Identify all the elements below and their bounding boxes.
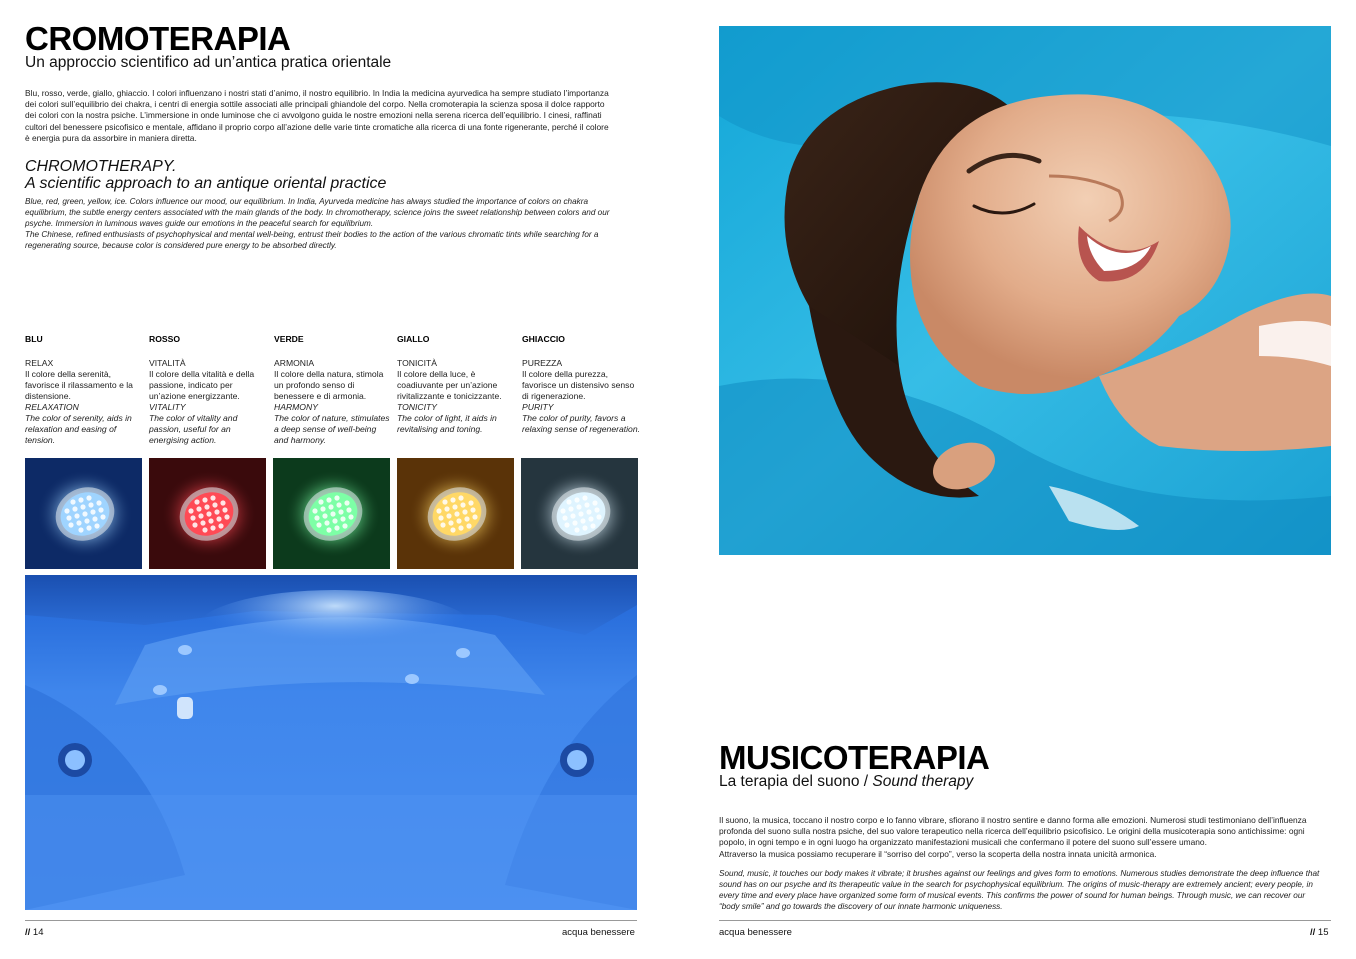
led-dot <box>596 514 601 519</box>
led-dot <box>204 504 209 509</box>
led-dot <box>580 518 585 523</box>
light-image-verde <box>273 458 390 569</box>
color-name: GHIACCIO <box>522 334 565 344</box>
led-dot <box>594 507 599 512</box>
led-dot <box>190 515 195 520</box>
led-dot <box>66 515 71 520</box>
color-word: RELAX <box>25 358 54 368</box>
color-word: VITALITÀ <box>149 358 186 368</box>
led-dot <box>460 502 465 507</box>
led-dot <box>564 522 569 527</box>
led-dot <box>90 509 95 514</box>
color-word-en: RELAXATION <box>25 402 79 412</box>
led-dot <box>582 525 587 530</box>
led-dot <box>574 527 579 532</box>
led-dot <box>562 515 567 520</box>
led-dot <box>64 508 69 513</box>
led-dot <box>216 516 221 521</box>
page-marker: // <box>25 927 31 938</box>
led-dot <box>222 507 227 512</box>
color-word: TONICITÀ <box>397 358 437 368</box>
led-dot <box>196 506 201 511</box>
light-fixture-graphic <box>397 458 514 569</box>
color-word-en: PURITY <box>522 402 554 412</box>
led-dot <box>436 508 441 513</box>
led-dot <box>86 495 91 500</box>
led-dot <box>334 495 339 500</box>
led-dot <box>322 513 327 518</box>
light-image-rosso <box>149 458 266 569</box>
color-description: Il colore della natura, stimola un profondo senso di benessere e di armonia. <box>274 369 384 401</box>
light-fixture-graphic <box>273 458 390 569</box>
led-dot <box>202 527 207 532</box>
color-name: ROSSO <box>149 334 181 344</box>
led-dot <box>592 500 597 505</box>
light-image-ghiaccio <box>521 458 638 569</box>
led-dot <box>452 504 457 509</box>
color-column-giallo <box>397 334 515 435</box>
english-heading-line2: A scientific approach to an antique oriental practice <box>25 175 387 192</box>
led-dot <box>450 497 455 502</box>
led-dot <box>202 497 207 502</box>
color-word-en: VITALITY <box>149 402 186 412</box>
led-dot <box>442 499 447 504</box>
footer-brand-left: acqua benessere <box>562 927 635 938</box>
led-dot <box>94 523 99 528</box>
music-paragraph-en: Sound, music, it touches our body makes it vibrate; it brushes against our feelings and gives form to emotions. Numerous studies demonstrate the deep influence that sound has on our psyche and its therapeutic value in the search for psychophysical equilibrium. The origins of music-therapy are extremely ancient; every people, in every time and every place have organized some form of musical events. This confirms the power of sound for human beings. Through music, we can recover our “body smile” and go towards the discovery of our innate harmonic uniqueness. <box>719 869 1320 911</box>
footer-brand-right: acqua benessere <box>719 927 792 938</box>
led-dot <box>458 495 463 500</box>
intro-paragraph-it: Blu, rosso, verde, giallo, ghiaccio. I colori influenzano i nostri stati d’animo, il nostro equilibrio. In India la medicina ayurvedica ha sempre studiato l’importanza dei colori sull’equilibrio dei chakra, i centri di energia sottile associati alle principali ghiandole del corpo. Nella cromoterapia la scienza sposa il dolce rapporto dei colori con la nostra psiche. L’immersione in onde luminose che ci avvolgono guida le nostre emozioni nella serena ricerca dell’equilibrio. I cinesi, raffinati cultori del benessere psicofisico e mentale, affidano il proprio corpo all’azione delle varie tinte cromatiche alla ricerca di una fonte rigenerante, perché il colore è energia pura da assorbire in maniera diretta. <box>25 88 609 143</box>
led-dot <box>334 525 339 530</box>
led-dot <box>192 522 197 527</box>
led-dot <box>214 509 219 514</box>
led-dot <box>326 497 331 502</box>
led-dot <box>84 518 89 523</box>
led-dot <box>448 520 453 525</box>
page-subtitle: Un approccio scientifico ad un’antica pratica orientale <box>25 54 392 71</box>
color-column-rosso <box>149 334 267 446</box>
led-dot <box>586 509 591 514</box>
led-dot <box>86 525 91 530</box>
led-dot <box>468 500 473 505</box>
color-name: VERDE <box>274 334 304 344</box>
led-dot <box>312 508 317 513</box>
led-dot <box>344 500 349 505</box>
led-dot <box>332 518 337 523</box>
led-dot <box>88 502 93 507</box>
music-subtitle-en: Sound therapy <box>872 773 974 790</box>
music-para-it-2: Attraverso la musica possiamo recuperare il “sorriso del corpo”, verso la scoperta della nostra innata unicità armonica. <box>719 848 1157 859</box>
led-dot <box>68 522 73 527</box>
light-fixture-graphic <box>25 458 142 569</box>
led-dot <box>444 506 449 511</box>
led-dot <box>576 504 581 509</box>
led-dot <box>80 504 85 509</box>
color-description-en: The color of vitality and passion, useful for an energising action. <box>149 413 238 445</box>
page-number: 14 <box>32 927 44 938</box>
led-dot <box>472 514 477 519</box>
intro-en-part1: Blue, red, green, yellow, ice. Colors influence our mood, our equilibrium. In India, Ayurveda medicine has always studied the importance of colors on chakra equilibrium, the subtle energy centers associated with the main glands of the body. In chromotherapy, science joins the sweet relationship between colors and our psyche. Immersion in luminous waves guide our emotions in the peaceful search for equilibrium. <box>25 197 610 228</box>
page-number: 15 <box>1317 927 1329 938</box>
color-word-en: TONICITY <box>397 402 437 412</box>
led-dot <box>194 499 199 504</box>
color-name: GIALLO <box>397 334 430 344</box>
page-number-left <box>25 927 44 938</box>
led-dot <box>314 515 319 520</box>
color-column-ghiaccio <box>522 334 640 435</box>
led-dot <box>340 516 345 521</box>
color-column-blu <box>25 334 143 446</box>
led-dot <box>76 520 81 525</box>
led-dot <box>588 516 593 521</box>
color-description-en: The color of purity, favors a relaxing sense of regeneration. <box>522 413 641 434</box>
tub-photo <box>25 575 637 910</box>
led-dot <box>318 499 323 504</box>
led-dot <box>454 511 459 516</box>
led-dot <box>464 516 469 521</box>
woman-in-water-photo <box>719 26 1331 555</box>
led-dot <box>336 502 341 507</box>
footer-rule-left <box>25 920 637 921</box>
led-dot <box>212 502 217 507</box>
page-marker: // <box>1310 927 1316 938</box>
led-dot <box>224 514 229 519</box>
led-dot <box>72 506 77 511</box>
music-paragraph-it <box>719 815 1324 860</box>
music-para-it-1: Il suono, la musica, toccano il nostro corpo e lo fanno vibrare, sfiorano il nostro sentire e danno forma alle emozioni. Numerosi studi testimoniano dell’influenza profonda del suono sulla nostra psiche, del suo valore terapeutico nella ricerca dell’equilibrio psicofisico. Le origini della musicoterapia sono antichissime: ogni popolo, in ogni tempo e in ogni luogo ha organizzato manifestazioni musicali che confermano il potere del suono sull’essere umano. <box>719 815 1307 848</box>
led-dot <box>74 513 79 518</box>
color-description: Il colore della vitalità e della passione, indicato per un’azione energizzante. <box>149 369 255 401</box>
page-title: CROMOTERAPIA <box>25 20 291 57</box>
english-heading <box>25 158 625 192</box>
led-dot <box>456 518 461 523</box>
led-dot <box>320 506 325 511</box>
color-word: PUREZZA <box>522 358 563 368</box>
led-dot <box>96 500 101 505</box>
page-number-right <box>1310 927 1329 938</box>
led-dot <box>100 514 105 519</box>
led-dot <box>574 497 579 502</box>
color-description-en: The color of serenity, aids in relaxation and easing of tension. <box>25 413 132 445</box>
color-description: Il colore della purezza, favorisce un distensivo senso di rigenerazione. <box>522 369 635 401</box>
led-dot <box>82 511 87 516</box>
led-dot <box>458 525 463 530</box>
led-dot <box>346 507 351 512</box>
led-dot <box>92 516 97 521</box>
light-fixture-graphic <box>521 458 638 569</box>
led-dot <box>438 515 443 520</box>
led-dot <box>324 520 329 525</box>
led-dot <box>208 518 213 523</box>
light-fixture-graphic <box>149 458 266 569</box>
footer-rule-right <box>719 920 1331 921</box>
color-word-en: HARMONY <box>274 402 318 412</box>
led-dot <box>572 520 577 525</box>
color-description: Il colore della luce, è coadiuvante per un’azione rivitalizzante e tonicizzante. <box>397 369 502 401</box>
color-name: BLU <box>25 334 43 344</box>
led-dot <box>198 513 203 518</box>
led-dot <box>70 499 75 504</box>
led-dot <box>560 508 565 513</box>
led-dot <box>78 527 83 532</box>
led-dot <box>568 506 573 511</box>
led-dot <box>470 507 475 512</box>
led-dot <box>342 523 347 528</box>
led-dot <box>578 511 583 516</box>
led-dot <box>188 508 193 513</box>
music-subtitle-it: La terapia del suono / <box>719 773 873 790</box>
led-dot <box>582 495 587 500</box>
led-dot <box>78 497 83 502</box>
led-dot <box>330 511 335 516</box>
color-column-verde <box>274 334 392 446</box>
intro-paragraph-en <box>25 197 623 252</box>
led-dot <box>206 511 211 516</box>
led-dot <box>466 523 471 528</box>
led-dot <box>462 509 467 514</box>
led-dot <box>210 495 215 500</box>
led-dot <box>338 509 343 514</box>
led-dot <box>590 523 595 528</box>
color-description: Il colore della serenità, favorisce il rilassamento e la distensione. <box>25 369 133 401</box>
intro-en-part2: The Chinese, refined enthusiasts of psychophysical and mental well-being, entrust their bodies to the action of the various chromatic tints while searching for a regenerating source, because color is considered pure energy to be absorbed directly. <box>25 229 599 250</box>
led-dot <box>326 527 331 532</box>
led-dot <box>220 500 225 505</box>
led-dot <box>440 522 445 527</box>
music-title: MUSICOTERAPIA <box>719 739 990 776</box>
led-dot <box>200 520 205 525</box>
led-dot <box>210 525 215 530</box>
led-dot <box>450 527 455 532</box>
led-dot <box>566 499 571 504</box>
led-dot <box>570 513 575 518</box>
color-word: ARMONIA <box>274 358 315 368</box>
led-dot <box>446 513 451 518</box>
light-image-blu <box>25 458 142 569</box>
led-dot <box>316 522 321 527</box>
led-dot <box>98 507 103 512</box>
music-subtitle <box>719 774 973 790</box>
color-description-en: The color of light, it aids in revitalising and toning. <box>397 413 497 434</box>
color-description-en: The color of nature, stimulates a deep sense of well-being and harmony. <box>274 413 390 445</box>
light-image-giallo <box>397 458 514 569</box>
english-heading-line1: CHROMOTHERAPY. <box>25 158 177 175</box>
led-dot <box>348 514 353 519</box>
led-dot <box>328 504 333 509</box>
led-dot <box>218 523 223 528</box>
led-dot <box>584 502 589 507</box>
